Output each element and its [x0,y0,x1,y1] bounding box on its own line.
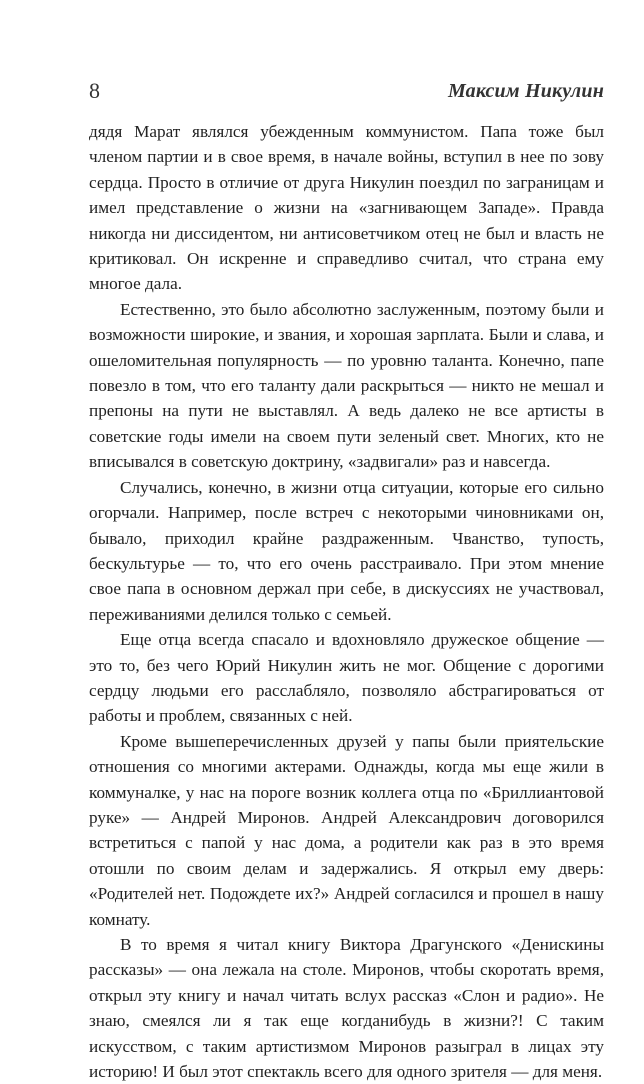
paragraph: Случались, конечно, в жизни отца ситуации, которые его сильно огорчали. Например, после встреч с некоторыми чиновниками он, бывало, приходил крайне раздраженным. Чванство, тупость, бескультурье — то, что его очень расстраивало. При этом мнение свое папа в основном держал при себе, в дискуссиях не участвовал, переживаниями делился только с семьей. [89,477,604,624]
running-title: Максим Никулин [447,80,604,102]
paragraph: Кроме вышеперечисленных друзей у папы были приятельские отношения со многими актерами. Однажды, когда мы еще жили в коммуналке, у нас на пороге возник коллега отца по «Бриллиантовой руке» — Андрей Миронов. Андрей Александрович договорился встретиться с папой у нас дома, а родители как раз в это время отошли по своим делам и задержались. Я открыл ему дверь: «Родителей нет. Подождете их?» Андрей согласился и прошел в нашу комнату. [89,731,604,929]
paragraph: Естественно, это было абсолютно заслуженным, поэтому были и возможности широкие, и звания, и хорошая зарплата. Были и слава, и ошеломительная популярность — по уровню таланта. Конечно, папе повезло в том, что его таланту дали раскрыться — никто не мешал и препоны на пути не выставлял. А ведь далеко не все артисты в советские годы имели на своем пути зеленый свет. Многих, кто не вписывался в советскую доктрину, «задвигали» раз и навсегда. [89,299,604,472]
paragraph: В то время я читал книгу Виктора Драгунского «Денискины рассказы» — она лежала на столе. Миронов, чтобы скоротать время, открыл эту книгу и начал читать вслух рассказ «Слон и радио». Не знаю, смеялся ли я так еще когданибудь в жизни?! С таким искусством, с таким артистизмом Миронов разыграл в лицах эту историю! И был этот спектакль всего для одного зрителя — для меня. [89,935,604,1082]
paragraph: дядя Марат являлся убежденным коммунистом. Папа тоже был членом партии и в свое время, в начале войны, вступил в нее по зову сердца. Просто в отличие от друга Никулин поездил по заграницам и имел представление о жизни на «загнивающем Западе». Правда никогда ни диссидентом, ни антисоветчиком отец не был и власть не критиковал. Он искренне и справедливо считал, что страна ему многое дала. [89,122,604,294]
paragraph: Еще отца всегда спасало и вдохновляло дружеское общение — это то, без чего Юрий Никулин жить не мог. Общение с дорогими сердцу людьми его расслабляло, позволяло абстрагироваться от работы и проблем, связанных с ней. [89,630,604,726]
page-number: 8 [89,78,100,103]
body-text [89,119,604,1084]
page-header [89,78,604,108]
